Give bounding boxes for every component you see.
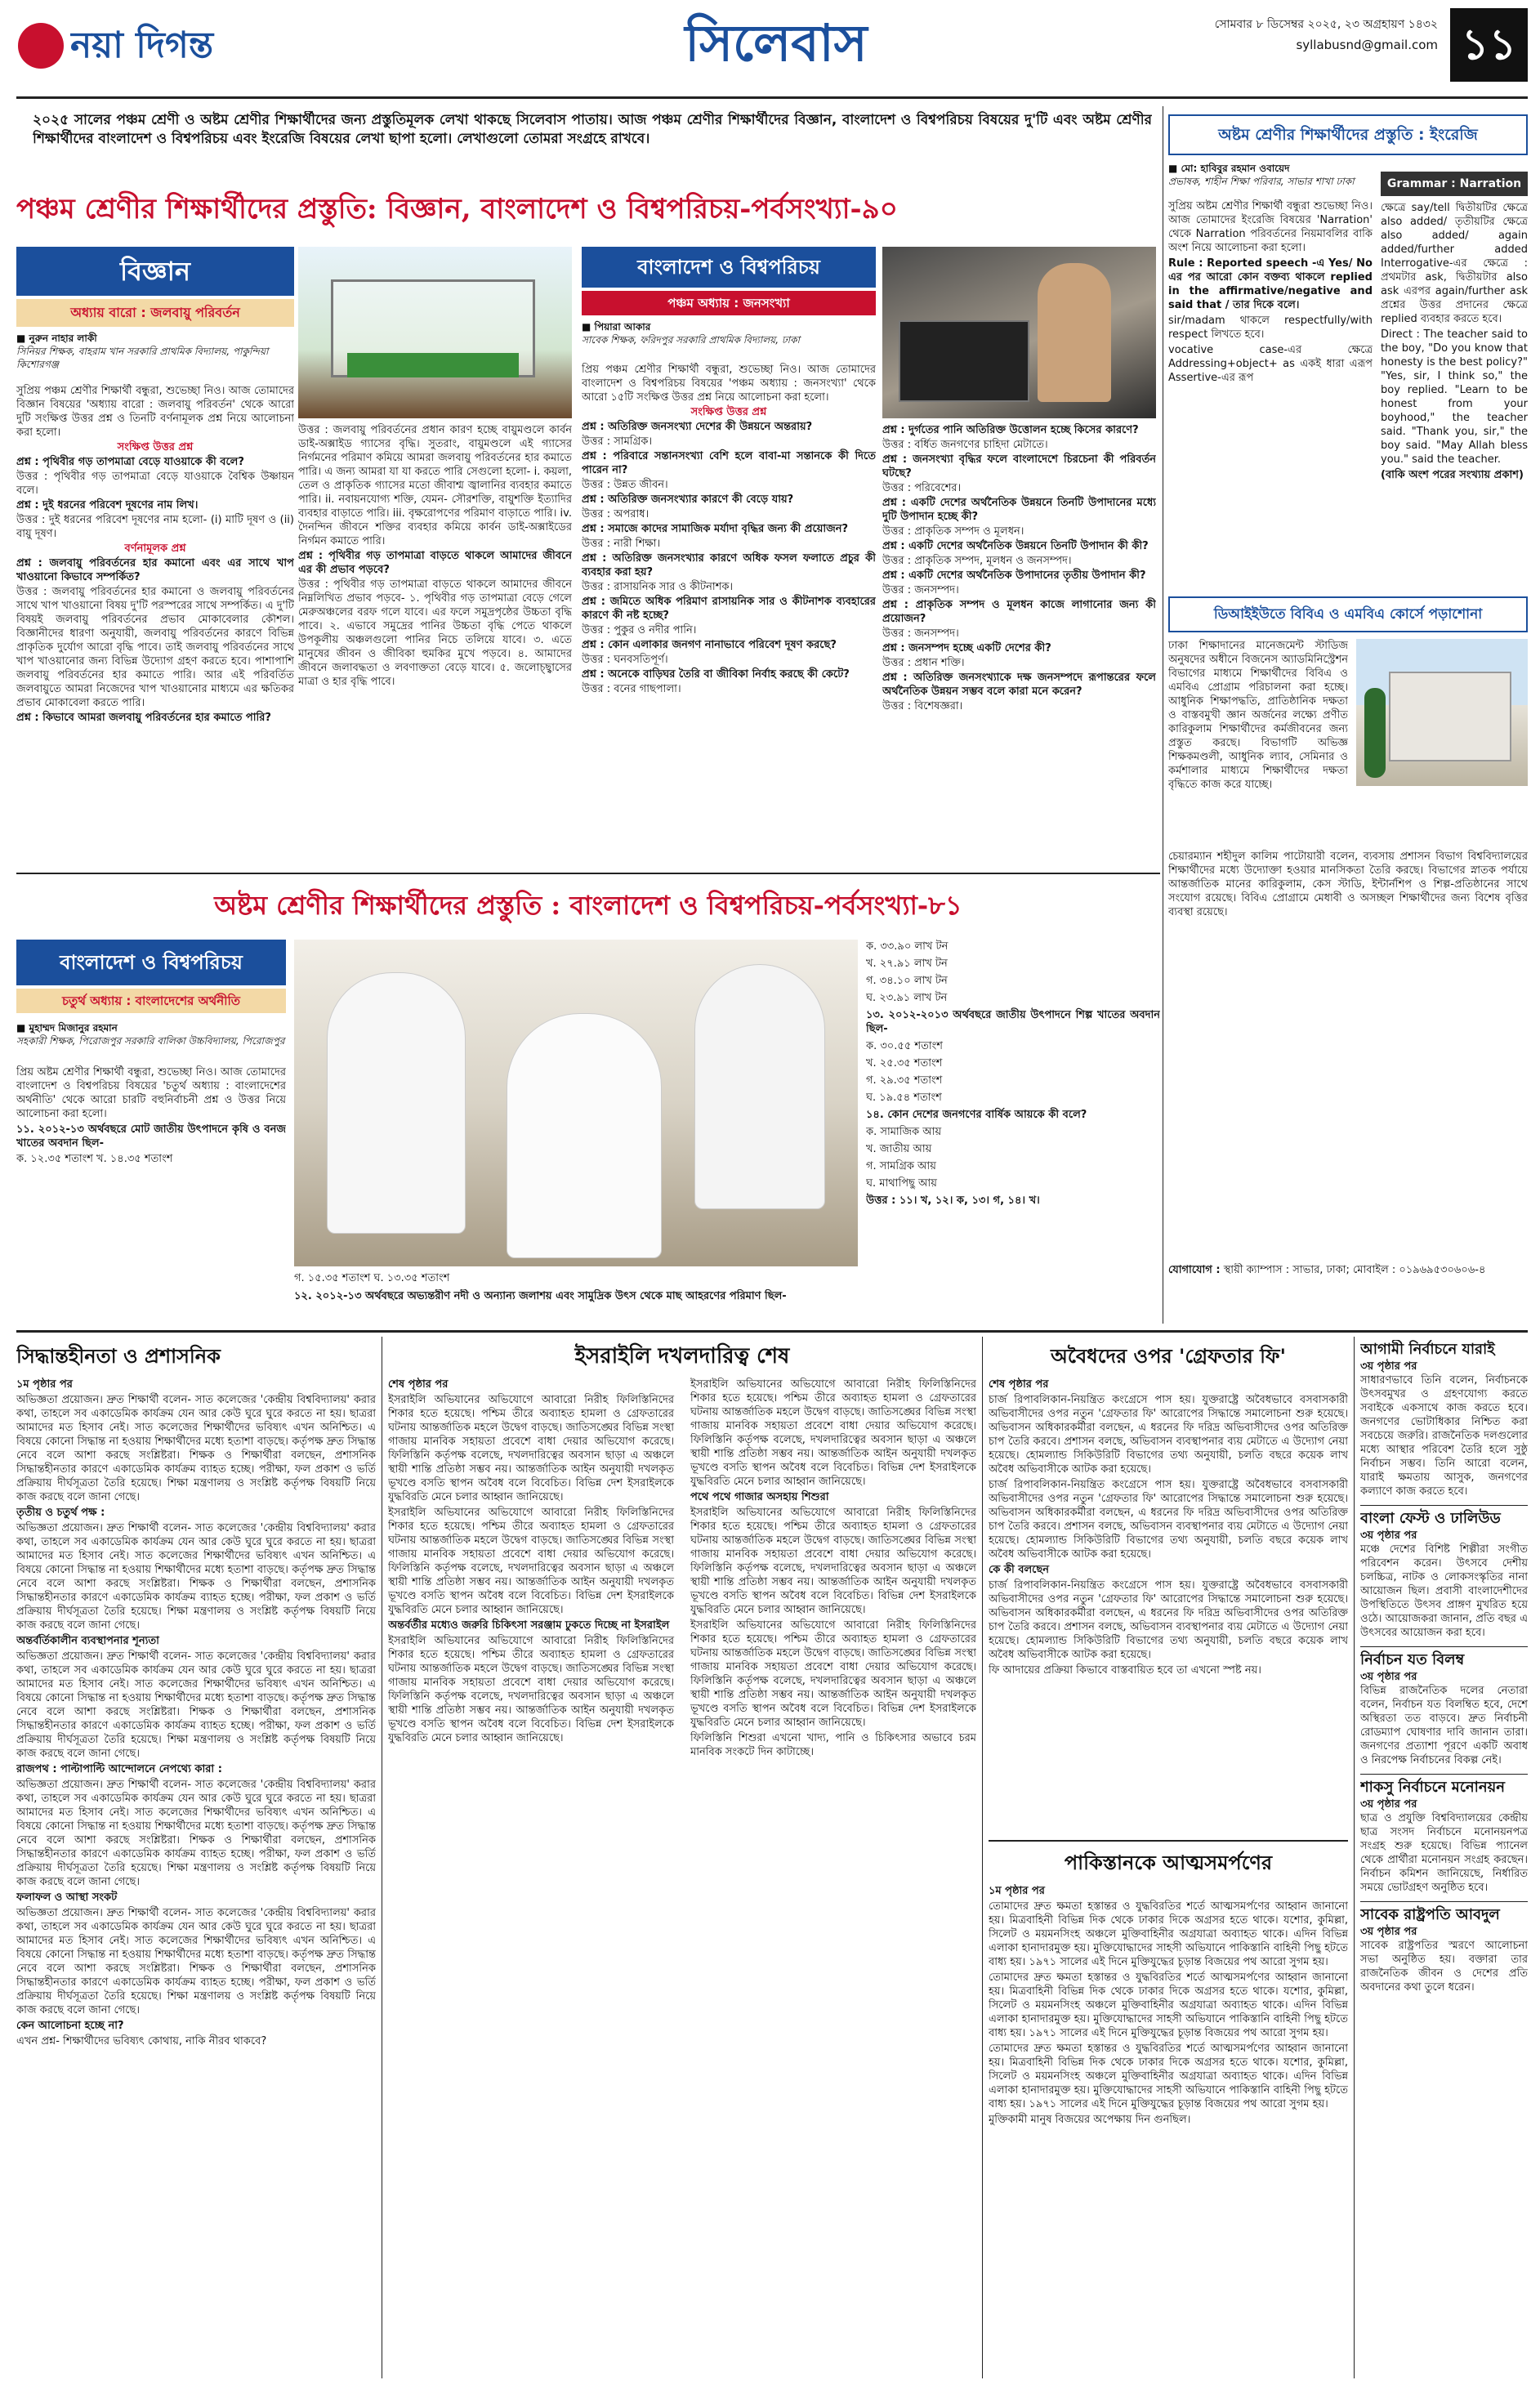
class8-column-right bbox=[866, 940, 1160, 1324]
news4-text-b: তোমাদের দ্রুত ক্ষমতা হস্তান্তর ও যুদ্ধবিরতির শর্তে আত্মসমর্পণের আহ্বান জানানো হয়। মিত্রবাহিনী বিভিন্ন দিক থেকে ঢাকার দিকে অগ্রসর হতে থাকে। যশোর, কুমিল্লা, সিলেট ও ময়মনসিংহ অঞ্চলে মুক্তিবাহিনীর অগ্রযাত্রা অব্যাহত থাকে। এদিন বিভিন্ন এলাকা হানাদারমুক্ত হয়। মুক্তিযোদ্ধাদের সাহসী অভিযানে পাকিস্তানি বাহিনী পিছু হটতে বাধ্য হয়। ১৯৭১ সালের এই দিনে মুক্তিযুদ্ধের চূড়ান্ত বিজয়ের পথ আরো সুগম হয়। bbox=[989, 1972, 1348, 2039]
english-headline: অষ্টম শ্রেণীর শিক্ষার্থীদের প্রস্তুতি : ইংরেজি bbox=[1218, 126, 1478, 144]
news4-title: পাকিস্তানকে আত্মসমর্পণের bbox=[1064, 1851, 1273, 1874]
news2-title: ইসরাইলি দখলদারিত্ব শেষ bbox=[574, 1344, 790, 1369]
science-a5: উত্তর : পৃথিবীর গড় তাপমাত্রা বাড়তে থাকলে আমাদের জীবনে নিম্নলিখিত প্রভাব পড়বে- ১. পৃথিবীর গড় তাপমাত্রা বেড়ে গেলে মেরুঅঞ্চলের বরফ গলে যাবে। এর ফলে সমুদ্রপৃষ্ঠের উচ্চতা বৃদ্ধি পাবে। ২. এভাবে সমুদ্রের পানির উচ্চতা বৃদ্ধি পেতে থাকলে উপকূলীয় অঞ্চলগুলো পানির নিচে তলিয়ে যাবে। ৩. এতে মানুষের জীবন ও জীবিকা হুমকির মুখে পড়বে। ৪. আমাদের জীবনে জলাবদ্ধতা ও লবণাক্ততা বেড়ে যাবে। ৫. জলোচ্ছ্বাসের মাত্রা ও হার বৃদ্ধি পাবে। bbox=[298, 578, 572, 688]
bgs5-qa-right-list bbox=[882, 423, 1156, 713]
diu-text-bottom: চেয়ারম্যান শহীদুল কালিম পাটোয়ারী বলেন, ব্যবসায় প্রশাসন বিভাগ বিশ্ববিদ্যালয়ের শিক্ষার্থীদের মধ্যে উদ্যোক্তা হওয়ার মানসিকতা তৈরি করছে। বিভাগের স্নাতক পর্যায়ে আন্তর্জাতিক মানের কারিকুলাম, কেস স্টাডি, ইন্টার্নশিপ ও শিল্প-প্রতিষ্ঠানের সাথে সংযোগ রয়েছে। বিবিএ প্রোগ্রামে মেধাবী ও অসচ্ছল শিক্ষার্থীদের জন্য বিশেষ বৃত্তির ব্যবস্থা রয়েছে। bbox=[1168, 851, 1528, 918]
bgs5-left-answer: উত্তর : রাসায়নিক সার ও কীটনাশক। bbox=[582, 581, 734, 593]
class8-q11-options: ক. ১২.৩৫ শতাংশ খ. ১৪.৩৫ শতাংশ bbox=[16, 1153, 173, 1165]
date-line: সোমবার ৮ ডিসেম্বর ২০২৫, ২৩ অগ্রহায়ণ ১৪৩২ bbox=[1214, 18, 1438, 31]
class8-q12: ১২. ২০১২-১৩ অর্থবছরে অভ্যন্তরীণ নদী ও অন্যান্য জলাশয় এবং সামুদ্রিক উৎস থেকে মাছ আহরণের পরিমাণ ছিল- bbox=[294, 1290, 787, 1302]
class8-q11: ১১. ২০১২-১৩ অর্থবছরে মোট জাতীয় উৎপাদনে কৃষি ও বনজ খাতের অবদান ছিল- bbox=[16, 1123, 286, 1150]
news5-text: সাধারণভাবে তিনি বলেন, নির্বাচনকে উৎসবমুখর ও গ্রহণযোগ্য করতে সবাইকে একসাথে কাজ করতে হবে। জনগণের ভোটাধিকার নিশ্চিত করা সবচেয়ে জরুরি। রাজনৈতিক দলগুলোর মধ্যে আস্থার পরিবেশ তৈরি হলে সুষ্ঠু নির্বাচন সম্ভব। তিনি আরো বলেন, যারাই ক্ষমতায় আসুক, জনগণের কল্যাণে কাজ করতে হবে। bbox=[1360, 1374, 1528, 1498]
class8-option-line: গ. ৩৪.১০ লাখ টন bbox=[866, 975, 948, 987]
diu-contact-text: স্থায়ী ক্যাম্পাস : সাভার, ঢাকা; মোবাইল : ০১৯৬৯৫৩০৬০৬-৪ bbox=[1223, 1264, 1486, 1276]
class8-subject-banner bbox=[16, 940, 286, 985]
intro-paragraph: ২০২৫ সালের পঞ্চম শ্রেণী ও অষ্টম শ্রেণীর শিক্ষার্থীদের জন্য প্রস্তুতিমূলক লেখা থাকছে সিলেবাস পাতায়। আজ পঞ্চম শ্রেণীর শিক্ষার্থীদের বিজ্ঞান, বাংলাদেশ ও বিশ্বপরিচয় বিষয়ের দু'টি এবং অষ্টম শ্রেণীর শিক্ষার্থীদের বাংলাদেশ ও বিশ্বপরিচয় এবং ইংরেজি বিষয়ের লেখা ছাপা হলো। লেখাগুলো তোমরা সংগ্রহে রাখবে। bbox=[33, 112, 1152, 147]
class8-option-line: ১৪. কোন দেশের জনগণের বার্ষিক আয়কে কী বলে? bbox=[866, 1109, 1087, 1121]
news1-from: ১ম পৃষ্ঠার পর bbox=[16, 1378, 73, 1391]
news4-body bbox=[989, 1884, 1348, 2378]
science-long-head: বর্ণনামূলক প্রশ্ন bbox=[124, 543, 186, 555]
news3-sub1: কে কী বলছেন bbox=[989, 1564, 1050, 1576]
english-sir-line: sir/madam থাকলে respectfully/with respect লিখতে হবে। bbox=[1168, 315, 1373, 341]
bgs5-column-right bbox=[882, 423, 1156, 866]
english-direct: Direct : The teacher said to the boy, "Do you know that honesty is the best policy?" "Yes, sir, I think so," the boy replied. "Learn to be honest from your boyhood," the teacher said. "Thank you, sir," the boy said. "May Allah bless you." said the teacher. bbox=[1381, 328, 1528, 466]
diu-headline: ডিআইইউতে বিবিএ ও এমবিএ কোর্সে পড়াশোনা bbox=[1213, 606, 1483, 623]
english-column-left bbox=[1168, 199, 1373, 590]
class8-q11-options-2: গ. ১৫.৩৫ শতাংশ ঘ. ১৩.৩৫ শতাংশ bbox=[294, 1272, 450, 1284]
email-link[interactable]: syllabusnd@gmail.com bbox=[1296, 38, 1438, 52]
class8-option-line: ক. ৩০.৫৫ শতাংশ bbox=[866, 1040, 943, 1052]
english-author-name: ■ মো: হাবিবুর রহমান ওবায়েদ bbox=[1168, 163, 1290, 174]
bgs5-left-question: প্রশ্ন : অতিরিক্ত জনসংখ্যার কারণে অধিক ফসল ফলাতে প্রচুর কী ব্যবহার করা হয়? bbox=[582, 552, 876, 578]
news2-end: ফিলিস্তিনি শিশুরা এখনো খাদ্য, পানি ও চিকিৎসার অভাবে চরম মানবিক সংকটে দিন কাটাচ্ছে। bbox=[690, 1732, 976, 1758]
news5-title: আগামী নির্বাচনে যারাই bbox=[1360, 1341, 1495, 1358]
english-column-right bbox=[1381, 201, 1528, 590]
news7-from: ৩য় পৃষ্ঠার পর bbox=[1360, 1671, 1417, 1683]
news8-from: ৩য় পৃষ্ঠার পর bbox=[1360, 1798, 1417, 1811]
short-news-column bbox=[1360, 1340, 1528, 2378]
news3-title: অবৈধদের ওপর 'গ্রেফতার ফি' bbox=[1051, 1345, 1286, 1368]
news3-body bbox=[989, 1378, 1348, 1835]
news4-text: তোমাদের দ্রুত ক্ষমতা হস্তান্তর ও যুদ্ধবিরতির শর্তে আত্মসমর্পণের আহ্বান জানানো হয়। মিত্রবাহিনী বিভিন্ন দিক থেকে ঢাকার দিকে অগ্রসর হতে থাকে। যশোর, কুমিল্লা, সিলেট ও ময়মনসিংহ অঞ্চলে মুক্তিবাহিনীর অগ্রযাত্রা অব্যাহত থাকে। এদিন বিভিন্ন এলাকা হানাদারমুক্ত হয়। মুক্তিযোদ্ধাদের সাহসী অভিযানে পাকিস্তানি বাহিনী পিছু হটতে বাধ্য হয়। ১৯৭১ সালের এই দিনে মুক্তিযুদ্ধের চূড়ান্ত বিজয়ের পথ আরো সুগম হয়। bbox=[989, 1900, 1348, 1968]
masthead bbox=[0, 0, 1540, 98]
machine-icon bbox=[899, 320, 1029, 402]
bgs5-author-name: ■ পিয়ারা আকার bbox=[582, 321, 651, 333]
news3-from: শেষ পৃষ্ঠার পর bbox=[989, 1378, 1049, 1391]
class8-column-left bbox=[16, 1065, 286, 1311]
english-vocative: vocative case-এর ক্ষেত্রে Addressing+object+ as একই ধারা এরূপ Assertive-এর রূপ bbox=[1168, 344, 1373, 384]
bgs5-right-answer: উত্তর : জনসম্পদ। bbox=[882, 627, 959, 640]
class8-option-line: গ. সামগ্রিক আয় bbox=[866, 1160, 936, 1172]
bgs5-right-question: প্রশ্ন : অতিরিক্ত জনসংখ্যাকে দক্ষ জনসম্পদে রূপান্তরের ফলে অর্থনৈতিক উন্নয়ন সম্ভব বলে কারা মনে করেন? bbox=[882, 672, 1156, 698]
diu-text-top: ঢাকা শিক্ষাদানের মানেজমেন্ট স্টাডিজ অনুষদের অধীনে বিজনেস অ্যাডমিনিস্ট্রেশন বিভাগের মাধ্যমে শিক্ষার্থীদের বিবিএ ও এমবিএ প্রোগ্রাম পরিচালনা করা হচ্ছে। আধুনিক শিক্ষাপদ্ধতি, প্রাতিষ্ঠানিক দক্ষতা ও বাস্তবমুখী জ্ঞান অর্জনের লক্ষ্যে প্রণীত কারিকুলাম শিক্ষার্থীদের কর্মজীবনের জন্য প্রস্তুত করছে। বিভাগটি অভিজ্ঞ শিক্ষকমণ্ডলী, আধুনিক ল্যাব, সেমিনার ও কর্মশালার মাধ্যমে শিক্ষার্থীদের দক্ষতা বৃদ্ধিতে কাজ করে যাচ্ছে। bbox=[1168, 640, 1348, 791]
class8-chapter: চতুর্থ অধ্যায় : বাংলাদেশের অর্থনীতি bbox=[16, 989, 286, 1013]
science-column-right bbox=[298, 423, 572, 866]
bgs5-qa-left-list bbox=[582, 420, 876, 696]
english-right-text: ক্ষেত্রে say/tell দ্বিতীয়টির ক্ষেত্রে also added/ তৃতীয়টির ক্ষেত্রে also added/ again added/further added Interrogative-এর ক্ষেত্রে : প্রথমটার ask, দ্বিতীয়টার also ask এরপর again/further ask প্রশ্নের উত্তর প্রদানের ক্ষেত্রে replied ব্যবহার করতে হবে। bbox=[1381, 202, 1528, 325]
news2-text-b: ইসরাইলি অভিযানের অভিযোগে আবারো নিরীহ ফিলিস্তিনিদের শিকার হতে হয়েছে। পশ্চিম তীরে অব্যাহত হামলা ও গ্রেফতারের ঘটনায় আন্তর্জাতিক মহলে উদ্বেগ বাড়ছে। জাতিসঙ্ঘের বিভিন্ন সংস্থা গাজায় মানবিক সহায়তা প্রবেশে বাধা দেয়ার অভিযোগ করেছে। ফিলিস্তিনি কর্তৃপক্ষ বলেছে, দখলদারিত্বের অবসান ছাড়া এ অঞ্চলে স্থায়ী শান্তি প্রতিষ্ঠা সম্ভব নয়। আন্তর্জাতিক আইন অনুযায়ী দখলকৃত ভূখণ্ডে বসতি স্থাপন অবৈধ বলে বিবেচিত। বিভিন্ন দেশ ইসরাইলকে যুদ্ধবিরতি মেনে চলার আহ্বান জানিয়েছে। bbox=[388, 1507, 674, 1616]
bgs5-left-answer: উত্তর : উন্নত জীবন। bbox=[582, 479, 668, 491]
masthead-rule bbox=[16, 96, 1528, 99]
bgs5-right-question: প্রশ্ন : একটি দেশের অর্থনৈতিক উন্নয়নে তিনটি উপাদান কী কী? bbox=[882, 540, 1149, 552]
news2-sub2: পথে পথে গাজার অসহায় শিশুরা bbox=[690, 1491, 829, 1503]
section-title: সিলেবাস bbox=[685, 13, 868, 73]
english-author bbox=[1168, 162, 1373, 194]
class8-option-line: ঘ. ২৩.৯১ লাখ টন bbox=[866, 992, 948, 1004]
page-number-badge bbox=[1450, 8, 1528, 82]
news9-title: সাবেক রাষ্ট্রপতি আবদুল bbox=[1360, 1901, 1528, 1925]
page-number: ১১ bbox=[1461, 20, 1517, 69]
diu-headline-box bbox=[1168, 596, 1528, 632]
science-q2: প্রশ্ন : দুই ধরনের পরিবেশ দূষণের নাম লিখ। bbox=[16, 499, 199, 511]
news1-sub4: ফলাফল ও আস্থা সংকট bbox=[16, 1891, 118, 1904]
science-intro: সুপ্রিয় পঞ্চম শ্রেণীর শিক্ষার্থী বন্ধুরা, শুভেচ্ছা নিও। আজ তোমাদের বিজ্ঞান বিষয়ের 'অধ্যায় বারো : জলবায়ু পরিবর্তন' থেকে আরো দুটি সংক্ষিপ্ত উত্তর প্রশ্ন ও তিনটি বর্ণনামূলক প্রশ্ন নিয়ে আলোচনা করা হলো। bbox=[16, 385, 294, 439]
science-author bbox=[16, 332, 294, 381]
bgs5-left-answer: উত্তর : বনের গাছপালা। bbox=[582, 683, 681, 695]
bgs5-photo bbox=[882, 247, 1156, 418]
news4-rule bbox=[989, 1840, 1348, 1842]
science-q3: প্রশ্ন : জলবায়ু পরিবর্তনের হার কমানো এবং এর সাথে খাপ খাওয়ানো কিভাবে সম্পর্কিত? bbox=[16, 557, 294, 583]
bgs5-short-head: সংক্ষিপ্ত উত্তর প্রশ্ন bbox=[690, 406, 767, 418]
news7-text: বিভিন্ন রাজনৈতিক দলের নেতারা বলেন, নির্বাচন যত বিলম্বিত হবে, দেশে অস্থিরতা তত বাড়বে। দ্রুত নির্বাচনী রোডম্যাপ ঘোষণার দাবি জানান তারা। জনগণের প্রত্যাশা পূরণে একটি অবাধ ও নিরপেক্ষ নির্বাচনের বিকল্প নেই। bbox=[1360, 1685, 1528, 1766]
bgs5-column-left bbox=[582, 363, 876, 866]
bgs5-left-question: প্রশ্ন : অতিরিক্ত জনসংখ্যা দেশের কী উন্নয়নে অন্তরায়? bbox=[582, 421, 813, 433]
bgs5-right-question: প্রশ্ন : একটি দেশের অর্থনৈতিক উন্নয়নে তিনটি উপাদানের মধ্যে দুটি উপাদান হচ্ছে কী? bbox=[882, 497, 1156, 523]
student-figure-2-icon bbox=[507, 1013, 662, 1258]
science-q5: প্রশ্ন : পৃথিবীর গড় তাপমাত্রা বাড়তে থাকলে আমাদের জীবনে এর কী প্রভাব পড়বে? bbox=[298, 550, 572, 576]
news5-from: ৩য় পৃষ্ঠার পর bbox=[1360, 1360, 1417, 1373]
english-author-role: প্রভাষক, শাহীন শিক্ষা পরিবার, সাভার শাখা ঢাকা bbox=[1168, 176, 1355, 187]
news4-text-c: তোমাদের দ্রুত ক্ষমতা হস্তান্তর ও যুদ্ধবিরতির শর্তে আত্মসমর্পণের আহ্বান জানানো হয়। মিত্রবাহিনী বিভিন্ন দিক থেকে ঢাকার দিকে অগ্রসর হতে থাকে। যশোর, কুমিল্লা, সিলেট ও ময়মনসিংহ অঞ্চলে মুক্তিবাহিনীর অগ্রযাত্রা অব্যাহত থাকে। এদিন বিভিন্ন এলাকা হানাদারমুক্ত হয়। মুক্তিযোদ্ধাদের সাহসী অভিযানে পাকিস্তানি বাহিনী পিছু হটতে বাধ্য হয়। ১৯৭১ সালের এই দিনে মুক্তিযুদ্ধের চূড়ান্ত বিজয়ের পথ আরো সুগম হয়। bbox=[989, 2043, 1348, 2110]
news9-text: সাবেক রাষ্ট্রপতির স্মরণে আলোচনা সভা অনুষ্ঠিত হয়। বক্তারা তার রাজনৈতিক জীবন ও দেশের প্রতি অবদানের কথা তুলে ধরেন। bbox=[1360, 1940, 1528, 1994]
news6-from: ৩য় পৃষ্ঠার পর bbox=[1360, 1529, 1417, 1542]
class8-subject-title: বাংলাদেশ ও বিশ্বপরিচয় bbox=[60, 951, 243, 974]
news1-sub1: তৃতীয় ও চতুর্থ পক্ষ : bbox=[16, 1507, 105, 1519]
palm-tree-icon bbox=[1364, 688, 1386, 778]
science-q1: প্রশ্ন : পৃথিবীর গড় তাপমাত্রা বেড়ে যাওয়াকে কী বলে? bbox=[16, 456, 244, 468]
news1-text: অভিজ্ঞতা প্রয়োজন। দ্রুত শিক্ষার্থী বলেন- সাত কলেজের 'কেন্দ্রীয় বিশ্ববিদ্যালয়' করার কথা, তাহলে সব একাডেমিক কার্যক্রম যেন আর কেউ ঘুরে ঘুরে করতে না হয়। ছাত্ররা আমাদের মত হিসাব নেই। সাত কলেজের শিক্ষার্থীদের ভবিষ্যৎ এখন অনিশ্চিত। এ বিষয়ে কোনো সিদ্ধান্ত না হওয়ায় শিক্ষার্থীদের মধ্যে হতাশা বাড়ছে। কর্তৃপক্ষ দ্রুত সিদ্ধান্ত নেবে বলে আশা করছে সংশ্লিষ্টরা। শিক্ষক ও শিক্ষার্থীরা বলছেন, প্রশাসনিক সিদ্ধান্তহীনতার কারণে একাডেমিক কার্যক্রম ব্যাহত হচ্ছে। পরীক্ষা, ফল প্রকাশ ও ভর্তি প্রক্রিয়ায় দীর্ঘসূত্রতা তৈরি হয়েছে। শিক্ষা মন্ত্রণালয় ও সংশ্লিষ্ট কর্তৃপক্ষ বিষয়টি নিয়ে কাজ করছে বলে জানা গেছে। bbox=[16, 1394, 376, 1503]
diu-campus-photo bbox=[1356, 639, 1528, 786]
news3-text-c: চার্জ রিপাবলিকান-নিয়ন্ত্রিত কংগ্রেসে পাস হয়। যুক্তরাষ্ট্রে অবৈধভাবে বসবাসকারী অভিবাসীদের ওপর নতুন 'গ্রেফতার ফি' আরোপের সিদ্ধান্তে সমালোচনা শুরু হয়েছে। অভিবাসন অধিকারকর্মীরা বলছেন, এ ধরনের ফি দরিদ্র অভিবাসীদের ওপর অতিরিক্ত চাপ তৈরি করবে। প্রশাসন বলছে, অভিবাসন ব্যবস্থাপনার ব্যয় মেটাতে এ উদ্যোগ নেয়া হয়েছে। হোমল্যান্ড সিকিউরিটি বিভাগের তথ্য অনুযায়ী, চলতি বছরে কয়েক লাখ অবৈধ অভিবাসীকে আটক করা হয়েছে। bbox=[989, 1579, 1348, 1661]
bgs5-right-question: প্রশ্ন : দুর্গতের পানি অতিরিক্ত উত্তোলন হচ্ছে কিসের কারণে? bbox=[882, 424, 1139, 436]
news7-title: নির্বাচন যত বিলম্ব bbox=[1360, 1646, 1528, 1670]
news2-text-d: ইসরাইলি অভিযানের অভিযোগে আবারো নিরীহ ফিলিস্তিনিদের শিকার হতে হয়েছে। পশ্চিম তীরে অব্যাহত হামলা ও গ্রেফতারের ঘটনায় আন্তর্জাতিক মহলে উদ্বেগ বাড়ছে। জাতিসঙ্ঘের বিভিন্ন সংস্থা গাজায় মানবিক সহায়তা প্রবেশে বাধা দেয়ার অভিযোগ করেছে। ফিলিস্তিনি কর্তৃপক্ষ বলেছে, দখলদারিত্বের অবসান ছাড়া এ অঞ্চলে স্থায়ী শান্তি প্রতিষ্ঠা সম্ভব নয়। আন্তর্জাতিক আইন অনুযায়ী দখলকৃত ভূখণ্ডে বসতি স্থাপন অবৈধ বলে বিবেচিত। বিভিন্ন দেশ ইসরাইলকে যুদ্ধবিরতি মেনে চলার আহ্বান জানিয়েছে। bbox=[690, 1378, 976, 1488]
bgs5-left-question: প্রশ্ন : অনেকে বাড়িঘর তৈরি বা জীবিকা নির্বাহ করছে কী কেটে? bbox=[582, 668, 850, 681]
class8-option-line: গ. ২৯.৩৫ শতাংশ bbox=[866, 1074, 943, 1087]
news3-text-b: চার্জ রিপাবলিকান-নিয়ন্ত্রিত কংগ্রেসে পাস হয়। যুক্তরাষ্ট্রে অবৈধভাবে বসবাসকারী অভিবাসীদের ওপর নতুন 'গ্রেফতার ফি' আরোপের সিদ্ধান্তে সমালোচনা শুরু হয়েছে। অভিবাসন অধিকারকর্মীরা বলছেন, এ ধরনের ফি দরিদ্র অভিবাসীদের ওপর অতিরিক্ত চাপ তৈরি করবে। প্রশাসন বলছে, অভিবাসন ব্যবস্থাপনার ব্যয় মেটাতে এ উদ্যোগ নেয়া হয়েছে। হোমল্যান্ড সিকিউরিটি বিভাগের তথ্য অনুযায়ী, চলতি বছরে কয়েক লাখ অবৈধ অভিবাসীকে আটক করা হয়েছে। bbox=[989, 1479, 1348, 1561]
news3-end: ফি আদায়ের প্রক্রিয়া কিভাবে বাস্তবায়িত হবে তা এখনো স্পষ্ট নয়। bbox=[989, 1664, 1261, 1677]
bgs5-right-answer: উত্তর : প্রাকৃতিক সম্পদ, মূলধন ও জনসম্পদ। bbox=[882, 555, 1072, 567]
science-a4: উত্তর : জলবায়ু পরিবর্তনের প্রধান কারণ হচ্ছে বায়ুমণ্ডলে কার্বন ডাই-অক্সাইড গ্যাসের বৃদ্ধি। সুতরাং, বায়ুমণ্ডলে এই গ্যাসের নির্গমনের পরিমাণ কমিয়ে আমরা জলবায়ু পরিবর্তনের হার কমাতে পারি। এ জন্য আমরা যা যা করতে পারি সেগুলো হলো- i. কয়লা, তেল ও প্রাকৃতিক গ্যাসের মতো জীবাশ্ম জ্বালানির ব্যবহার কমাতে পারি। ii. নবায়নযোগ্য শক্তি, যেমন- সৌরশক্তি, বায়ুশক্তি ইত্যাদির ব্যবহার বাড়াতে পারি। iii. বৃক্ষরোপণের পরিমাণ বাড়াতে পারি। iv. দৈনন্দিন জীবনে শক্তির ব্যবহার কমিয়ে কার্বন ডাই-অক্সাইডের নির্গমন কমাতে পারি। bbox=[298, 424, 572, 547]
class8-top-rule bbox=[16, 873, 1160, 874]
bgs5-right-answer: উত্তর : জনসম্পদ। bbox=[882, 584, 959, 596]
english-rule: Rule : Reported speech -এ Yes/ No এর পর আরো কোন বক্তব্য থাকলে replied in the affirmative/negative and said that / তার দিকে বলে। bbox=[1168, 257, 1373, 311]
col-sep-2 bbox=[982, 1337, 983, 2378]
bgs5-author bbox=[582, 320, 876, 358]
bgs5-right-answer: উত্তর : প্রধান শক্তি। bbox=[882, 657, 965, 669]
bgs5-author-role: সাবেক শিক্ষক, ফরিদপুর সরকারি প্রাথমিক বিদ্যালয়, ঢাকা bbox=[582, 334, 800, 346]
class8-author bbox=[16, 1021, 286, 1062]
bgs5-left-question: প্রশ্ন : কোন এলাকার জনগণ নানাভাবে পরিবেশ দূষণ করছে? bbox=[582, 639, 837, 651]
news2-sub1: অন্তর্বর্তীর মধ্যেও জরুরি চিকিৎসা সরঞ্জাম ঢুকতে দিচ্ছে না ইসরাইল bbox=[388, 1619, 670, 1632]
science-column-left bbox=[16, 384, 294, 866]
class8-option-line: ক. ৩৩.৯০ লাখ টন bbox=[866, 940, 949, 953]
bgs5-chapter: পঞ্চম অধ্যায় : জনসংখ্যা bbox=[582, 291, 876, 315]
col-sep-3 bbox=[1354, 1337, 1355, 2378]
bgs5-right-answer: উত্তর : প্রাকৃতিক সম্পদ ও মূলধন। bbox=[882, 525, 1024, 538]
bgs5-right-question: প্রশ্ন : প্রাকৃতিক সম্পদ ও মূলধন কাজে লাগানোর জন্য কী প্রয়োজন? bbox=[882, 599, 1156, 625]
class8-option-line: খ. ২৭.৯১ লাখ টন bbox=[866, 958, 948, 970]
news2-text-c: ইসরাইলি অভিযানের অভিযোগে আবারো নিরীহ ফিলিস্তিনিদের শিকার হতে হয়েছে। পশ্চিম তীরে অব্যাহত হামলা ও গ্রেফতারের ঘটনায় আন্তর্জাতিক মহলে উদ্বেগ বাড়ছে। জাতিসঙ্ঘের বিভিন্ন সংস্থা গাজায় মানবিক সহায়তা প্রবেশে বাধা দেয়ার অভিযোগ করেছে। ফিলিস্তিনি কর্তৃপক্ষ বলেছে, দখলদারিত্বের অবসান ছাড়া এ অঞ্চলে স্থায়ী শান্তি প্রতিষ্ঠা সম্ভব নয়। আন্তর্জাতিক আইন অনুযায়ী দখলকৃত ভূখণ্ডে বসতি স্থাপন অবৈধ বলে বিবেচিত। বিভিন্ন দেশ ইসরাইলকে যুদ্ধবিরতি মেনে চলার আহ্বান জানিয়েছে। bbox=[388, 1635, 674, 1744]
news8-title: শাকসু নির্বাচনে মনোনয়ন bbox=[1360, 1774, 1528, 1797]
news1-text-d: অভিজ্ঞতা প্রয়োজন। দ্রুত শিক্ষার্থী বলেন- সাত কলেজের 'কেন্দ্রীয় বিশ্ববিদ্যালয়' করার কথা, তাহলে সব একাডেমিক কার্যক্রম যেন আর কেউ ঘুরে ঘুরে করতে না হয়। ছাত্ররা আমাদের মত হিসাব নেই। সাত কলেজের শিক্ষার্থীদের ভবিষ্যৎ এখন অনিশ্চিত। এ বিষয়ে কোনো সিদ্ধান্ত না হওয়ায় শিক্ষার্থীদের মধ্যে হতাশা বাড়ছে। কর্তৃপক্ষ দ্রুত সিদ্ধান্ত নেবে বলে আশা করছে সংশ্লিষ্টরা। শিক্ষক ও শিক্ষার্থীরা বলছেন, প্রশাসনিক সিদ্ধান্তহীনতার কারণে একাডেমিক কার্যক্রম ব্যাহত হচ্ছে। পরীক্ষা, ফল প্রকাশ ও ভর্তি প্রক্রিয়ায় দীর্ঘসূত্রতা তৈরি হয়েছে। শিক্ষা মন্ত্রণালয় ও সংশ্লিষ্ট কর্তৃপক্ষ বিষয়টি নিয়ে কাজ করছে বলে জানা গেছে। bbox=[16, 1779, 376, 1888]
grammar-box-label: Grammar : Narration bbox=[1386, 177, 1522, 190]
news6-title: বাংলা ফেস্ট ও ঢালিউড bbox=[1360, 1505, 1528, 1529]
bgs5-right-question: প্রশ্ন : একটি দেশের অর্থনৈতিক উপাদানের তৃতীয় উপাদান কী? bbox=[882, 569, 1146, 582]
news1-text-b: অভিজ্ঞতা প্রয়োজন। দ্রুত শিক্ষার্থী বলেন- সাত কলেজের 'কেন্দ্রীয় বিশ্ববিদ্যালয়' করার কথা, তাহলে সব একাডেমিক কার্যক্রম যেন আর কেউ ঘুরে ঘুরে করতে না হয়। ছাত্ররা আমাদের মত হিসাব নেই। সাত কলেজের শিক্ষার্থীদের ভবিষ্যৎ এখন অনিশ্চিত। এ বিষয়ে কোনো সিদ্ধান্ত না হওয়ায় শিক্ষার্থীদের মধ্যে হতাশা বাড়ছে। কর্তৃপক্ষ দ্রুত সিদ্ধান্ত নেবে বলে আশা করছে সংশ্লিষ্টরা। শিক্ষক ও শিক্ষার্থীরা বলছেন, প্রশাসনিক সিদ্ধান্তহীনতার কারণে একাডেমিক কার্যক্রম ব্যাহত হচ্ছে। পরীক্ষা, ফল প্রকাশ ও ভর্তি প্রক্রিয়ায় দীর্ঘসূত্রতা তৈরি হয়েছে। শিক্ষা মন্ত্রণালয় ও সংশ্লিষ্ট কর্তৃপক্ষ বিষয়টি নিয়ে কাজ করছে বলে জানা গেছে। bbox=[16, 1522, 376, 1632]
class8-author-role: সহকারী শিক্ষক, পিরোজপুর সরকারি বালিকা উচ্চবিদ্যালয়, পিরোজপুর bbox=[16, 1035, 285, 1047]
news1-title: সিদ্ধান্তহীনতা ও প্রশাসনিক bbox=[16, 1345, 221, 1368]
paper-name: নয়া দিগন্ত bbox=[70, 25, 214, 66]
news2-text-e: ইসরাইলি অভিযানের অভিযোগে আবারো নিরীহ ফিলিস্তিনিদের শিকার হতে হয়েছে। পশ্চিম তীরে অব্যাহত হামলা ও গ্রেফতারের ঘটনায় আন্তর্জাতিক মহলে উদ্বেগ বাড়ছে। জাতিসঙ্ঘের বিভিন্ন সংস্থা গাজায় মানবিক সহায়তা প্রবেশে বাধা দেয়ার অভিযোগ করেছে। ফিলিস্তিনি কর্তৃপক্ষ বলেছে, দখলদারিত্বের অবসান ছাড়া এ অঞ্চলে স্থায়ী শান্তি প্রতিষ্ঠা সম্ভব নয়। আন্তর্জাতিক আইন অনুযায়ী দখলকৃত ভূখণ্ডে বসতি স্থাপন অবৈধ বলে বিবেচিত। বিভিন্ন দেশ ইসরাইলকে যুদ্ধবিরতি মেনে চলার আহ্বান জানিয়েছে। bbox=[690, 1507, 976, 1616]
class8-author-name: ■ মুহাম্মদ মিজানুর রহমান bbox=[16, 1022, 118, 1034]
bgs5-left-question: প্রশ্ন : অতিরিক্ত জনসংখ্যার কারণে কী বেড়ে যায়? bbox=[582, 493, 794, 506]
class8-option-line: ক. সামাজিক আয় bbox=[866, 1126, 942, 1138]
class8-option-line: উত্তর : ১১। খ, ১২। ক, ১৩। গ, ১৪। খ। bbox=[866, 1195, 1040, 1207]
student-figure-1-icon bbox=[327, 972, 466, 1234]
bgs5-left-answer: উত্তর : পুকুর ও নদীর পানি। bbox=[582, 624, 697, 636]
class8-option-line: খ. ২৫.৩৫ শতাংশ bbox=[866, 1057, 943, 1069]
science-author-name: ■ নুরুন নাহার লাকী bbox=[16, 333, 97, 344]
student-figure-3-icon bbox=[694, 964, 825, 1209]
science-a2: উত্তর : দুই ধরনের পরিবেশ দূষণের নাম হলো- (i) মাটি দূষণ ও (ii) বায়ু দূষণ। bbox=[16, 514, 294, 540]
diu-contact bbox=[1168, 1263, 1528, 1296]
news8-text: ছাত্র ও প্রযুক্তি বিশ্ববিদ্যালয়ের কেন্দ্রীয় ছাত্র সংসদ নির্বাচনে মনোনয়নপত্র সংগ্রহ শুরু হয়েছে। বিভিন্ন প্যানেল থেকে প্রার্থীরা মনোনয়ন সংগ্রহ করছেন। নির্বাচন কমিশন জানিয়েছে, নির্ধারিত সময়ে ভোটগ্রহণ অনুষ্ঠিত হবে। bbox=[1360, 1812, 1528, 1894]
bgs5-left-answer: উত্তর : সামগ্রিক। bbox=[582, 435, 652, 448]
bgs5-right-question: প্রশ্ন : জনসম্পদ হচ্ছে একটি দেশের কী? bbox=[882, 642, 1051, 654]
logo-mark-icon bbox=[18, 23, 64, 69]
class8-options-list bbox=[866, 940, 1160, 1208]
english-headline-box bbox=[1168, 114, 1528, 155]
class8-option-line: ১৩. ২০১২-২০১৩ অর্থবছরে জাতীয় উৎপাদনে শিল্প খাতের অবদান ছিল- bbox=[866, 1009, 1160, 1035]
science-q4: প্রশ্ন : কিভাবে আমরা জলবায়ু পরিবর্তনের হার কমাতে পারি? bbox=[16, 712, 271, 724]
bgs5-right-answer: উত্তর : বর্ধিত জনগণের চাহিদা মেটাতে। bbox=[882, 439, 1048, 451]
science-a1: উত্তর : পৃথিবীর গড় তাপমাত্রা বেড়ে যাওয়াকে বৈশ্বিক উষ্ণায়ন বলে। bbox=[16, 471, 294, 497]
bgs5-left-question: প্রশ্ন : জমিতে অধিক পরিমাণ রাসায়নিক সার ও কীটনাশক ব্যবহারের কারণে কী নষ্ট হচ্ছে? bbox=[582, 596, 876, 622]
class8-students-photo bbox=[294, 940, 858, 1266]
news2-body bbox=[388, 1378, 976, 2378]
plants-icon bbox=[347, 353, 519, 377]
news2-text-f: ইসরাইলি অভিযানের অভিযোগে আবারো নিরীহ ফিলিস্তিনিদের শিকার হতে হয়েছে। পশ্চিম তীরে অব্যাহত হামলা ও গ্রেফতারের ঘটনায় আন্তর্জাতিক মহলে উদ্বেগ বাড়ছে। জাতিসঙ্ঘের বিভিন্ন সংস্থা গাজায় মানবিক সহায়তা প্রবেশে বাধা দেয়ার অভিযোগ করেছে। ফিলিস্তিনি কর্তৃপক্ষ বলেছে, দখলদারিত্বের অবসান ছাড়া এ অঞ্চলে স্থায়ী শান্তি প্রতিষ্ঠা সম্ভব নয়। আন্তর্জাতিক আইন অনুযায়ী দখলকৃত ভূখণ্ডে বসতি স্থাপন অবৈধ বলে বিবেচিত। বিভিন্ন দেশ ইসরাইলকে যুদ্ধবিরতি মেনে চলার আহ্বান জানিয়েছে। bbox=[690, 1619, 976, 1729]
bgs5-left-question: প্রশ্ন : সমাজে কাদের সামাজিক মর্যাদা বৃদ্ধির জন্য কী প্রয়োজন? bbox=[582, 523, 849, 535]
science-subject-title: বিজ্ঞান bbox=[120, 256, 190, 287]
news-top-rule bbox=[16, 1330, 1528, 1333]
news1-sub5: কেন আলোচনা হচ্ছে না? bbox=[16, 2020, 124, 2032]
news9-from: ৩য় পৃষ্ঠার পর bbox=[1360, 1926, 1417, 1938]
english-continued: (বাকি অংশ পরের সংখ্যায় প্রকাশ) bbox=[1381, 469, 1524, 481]
english-intro: সুপ্রিয় অষ্টম শ্রেণীর শিক্ষার্থী বন্ধুরা শুভেচ্ছা নিও। আজ তোমাদের ইংরেজি বিষয়ের 'Narration' থেকে Narration পরিবর্তনের নিয়মাবলির বাকি অংশ নিয়ে আলোচনা করা হলো। bbox=[1168, 200, 1373, 254]
science-a3: উত্তর : জলবায়ু পরিবর্তনের হার কমানো ও জলবায়ু পরিবর্তনের সাথে খাপ খাওয়ানো বিষয় দু'টি পরস্পরের সাথে সম্পর্কিত। এ দু'টি বিষয়ই জলবায়ু পরিবর্তনের প্রভাব মোকাবেলার কৌশল। বিজ্ঞানীদের ধারণা অনুযায়ী, জলবায়ু পরিবর্তনের কারণে বিভিন্ন প্রাকৃতিক দুর্যোগ আরো বৃদ্ধি পাবে। তাই জলবায়ু পরিবর্তনের সাথে খাপ খাওয়ানোর জন্য বিভিন্ন উদ্যোগ গ্রহণ করতে হবে। পাশাপাশি জলবায়ু পরিবর্তনের হার কমাতে পারি। আর এই পরিবর্তিত জলবায়ুতে আমরা নিজেদের খাপ খাওয়ানোর মাধ্যমে এর ক্ষতিকর প্রভাব মোকাবেলা করতে পারি। bbox=[16, 586, 294, 709]
news1-body bbox=[16, 1378, 376, 2378]
class8-headline: অষ্টম শ্রেণীর শিক্ষার্থীদের প্রস্তুতি : বাংলাদেশ ও বিশ্বপরিচয়-পর্বসংখ্যা-৮১ bbox=[214, 890, 962, 921]
class8-option-line: খ. জাতীয় আয় bbox=[866, 1143, 932, 1155]
class8-option-line: ঘ. ১৯.৫৪ শতাংশ bbox=[866, 1092, 942, 1104]
news1-text-c: অভিজ্ঞতা প্রয়োজন। দ্রুত শিক্ষার্থী বলেন- সাত কলেজের 'কেন্দ্রীয় বিশ্ববিদ্যালয়' করার কথা, তাহলে সব একাডেমিক কার্যক্রম যেন আর কেউ ঘুরে ঘুরে করতে না হয়। ছাত্ররা আমাদের মত হিসাব নেই। সাত কলেজের শিক্ষার্থীদের ভবিষ্যৎ এখন অনিশ্চিত। এ বিষয়ে কোনো সিদ্ধান্ত না হওয়ায় শিক্ষার্থীদের মধ্যে হতাশা বাড়ছে। কর্তৃপক্ষ দ্রুত সিদ্ধান্ত নেবে বলে আশা করছে সংশ্লিষ্টরা। শিক্ষক ও শিক্ষার্থীরা বলছেন, প্রশাসনিক সিদ্ধান্তহীনতার কারণে একাডেমিক কার্যক্রম ব্যাহত হচ্ছে। পরীক্ষা, ফল প্রকাশ ও ভর্তি প্রক্রিয়ায় দীর্ঘসূত্রতা তৈরি হয়েছে। শিক্ষা মন্ত্রণালয় ও সংশ্লিষ্ট কর্তৃপক্ষ বিষয়টি নিয়ে কাজ করছে বলে জানা গেছে। bbox=[16, 1650, 376, 1760]
building-icon bbox=[1389, 672, 1511, 761]
worker-figure-icon bbox=[1038, 263, 1111, 402]
bgs5-left-answer: উত্তর : নারী শিক্ষা। bbox=[582, 538, 661, 550]
news1-end: এখন প্রশ্ন- শিক্ষার্থীদের ভবিষ্যৎ কোথায়, নাকি নীরব থাকবে? bbox=[16, 2035, 267, 2047]
grammar-box bbox=[1381, 172, 1528, 196]
science-chapter: অধ্যায় বারো : জলবায়ু পরিবর্তন bbox=[16, 299, 294, 327]
news6-text: মঞ্চে দেশের বিশিষ্ট শিল্পীরা সংগীত পরিবেশন করেন। উৎসবে দেশীয় চলচ্চিত্র, নাটক ও লোকসংস্কৃতির নানা আয়োজন ছিল। প্রবাসী বাংলাদেশীদের উপস্থিতিতে উৎসব প্রাঙ্গণ মুখরিত হয়ে ওঠে। আয়োজকরা জানান, প্রতি বছর এ উৎসবের আয়োজন করা হবে। bbox=[1360, 1543, 1528, 1639]
bgs5-subject-title: বাংলাদেশ ও বিশ্বপরিচয় bbox=[637, 256, 820, 279]
bgs5-intro: প্রিয় পঞ্চম শ্রেণীর শিক্ষার্থী বন্ধুরা, শুভেচ্ছা নিও। আজ তোমাদের বাংলাদেশ ও বিশ্বপরিচয় বিষয়ের 'পঞ্চম অধ্যায় : জনসংখ্যা' থেকে আরো ১৫টি সংক্ষিপ্ত উত্তর প্রশ্ন নিয়ে আলোচনা করা হলো। bbox=[582, 364, 876, 404]
news4-from: ১ম পৃষ্ঠার পর bbox=[989, 1885, 1045, 1897]
diu-contact-label: যোগাযোগ : bbox=[1168, 1264, 1221, 1276]
news1-sub3: রাজপথ : পাল্টাপাল্টি আন্দোলনে নেপথ্যে কারা : bbox=[16, 1763, 222, 1775]
class8-intro: প্রিয় অষ্টম শ্রেণীর শিক্ষার্থী বন্ধুরা, শুভেচ্ছা নিও। আজ তোমাদের বাংলাদেশ ও বিশ্বপরিচয় বিষয়ের 'চতুর্থ অধ্যায় : বাংলাদেশের অর্থনীতি' থেকে আরো চারটি বহুনির্বাচনী প্রশ্ন ও উত্তর নিয়ে আলোচনা করা হলো। bbox=[16, 1066, 286, 1120]
news4-end: মুক্তিকামী মানুষ বিজয়ের অপেক্ষায় দিন গুনছিল। bbox=[989, 2114, 1191, 2126]
science-subject-banner bbox=[16, 247, 294, 296]
news1-sub2: অন্তর্বর্তিকালীন ব্যবস্থাপনার শূন্যতা bbox=[16, 1635, 159, 1647]
science-illustration bbox=[298, 247, 572, 418]
bgs5-left-answer: উত্তর : ঘনবসতিপূর্ণ। bbox=[582, 654, 668, 666]
bgs5-right-answer: উত্তর : পরিবেশের। bbox=[882, 482, 962, 494]
news3-text: চার্জ রিপাবলিকান-নিয়ন্ত্রিত কংগ্রেসে পাস হয়। যুক্তরাষ্ট্রে অবৈধভাবে বসবাসকারী অভিবাসীদের ওপর নতুন 'গ্রেফতার ফি' আরোপের সিদ্ধান্তে সমালোচনা শুরু হয়েছে। অভিবাসন অধিকারকর্মীরা বলছেন, এ ধরনের ফি দরিদ্র অভিবাসীদের ওপর অতিরিক্ত চাপ তৈরি করবে। প্রশাসন বলছে, অভিবাসন ব্যবস্থাপনার ব্যয় মেটাতে এ উদ্যোগ নেয়া হয়েছে। হোমল্যান্ড সিকিউরিটি বিভাগের তথ্য অনুযায়ী, চলতি বছরে কয়েক লাখ অবৈধ অভিবাসীকে আটক করা হয়েছে। bbox=[989, 1394, 1348, 1476]
class8-option-line: ঘ. মাথাপিছু আয় bbox=[866, 1177, 937, 1190]
bgs5-right-question: প্রশ্ন : জনসংখ্যা বৃদ্ধির ফলে বাংলাদেশে চিরচেনা কী পরিবর্তন ঘটছে? bbox=[882, 453, 1156, 480]
bgs5-left-question: প্রশ্ন : পরিবারে সন্তানসংখ্যা বেশি হলে বাবা-মা সন্তানকে কী দিতে পারেন না? bbox=[582, 450, 876, 476]
bgs5-subject-banner bbox=[582, 247, 876, 288]
science-author-role: সিনিয়র শিক্ষক, বাহরাম খান সরকারি প্রাথমিক বিদ্যালয়, পাকুন্দিয়া কিশোরগঞ্জ bbox=[16, 346, 269, 370]
news1-text-e: অভিজ্ঞতা প্রয়োজন। দ্রুত শিক্ষার্থী বলেন- সাত কলেজের 'কেন্দ্রীয় বিশ্ববিদ্যালয়' করার কথা, তাহলে সব একাডেমিক কার্যক্রম যেন আর কেউ ঘুরে ঘুরে করতে না হয়। ছাত্ররা আমাদের মত হিসাব নেই। সাত কলেজের শিক্ষার্থীদের ভবিষ্যৎ এখন অনিশ্চিত। এ বিষয়ে কোনো সিদ্ধান্ত না হওয়ায় শিক্ষার্থীদের মধ্যে হতাশা বাড়ছে। কর্তৃপক্ষ দ্রুত সিদ্ধান্ত নেবে বলে আশা করছে সংশ্লিষ্টরা। শিক্ষক ও শিক্ষার্থীরা বলছেন, প্রশাসনিক সিদ্ধান্তহীনতার কারণে একাডেমিক কার্যক্রম ব্যাহত হচ্ছে। পরীক্ষা, ফল প্রকাশ ও ভর্তি প্রক্রিয়ায় দীর্ঘসূত্রতা তৈরি হয়েছে। শিক্ষা মন্ত্রণালয় ও সংশ্লিষ্ট কর্তৃপক্ষ বিষয়টি নিয়ে কাজ করছে বলে জানা গেছে। bbox=[16, 1907, 376, 2016]
paper-logo bbox=[18, 18, 312, 83]
news2-from: শেষ পৃষ্ঠার পর bbox=[388, 1378, 449, 1391]
news2-text: ইসরাইলি অভিযানের অভিযোগে আবারো নিরীহ ফিলিস্তিনিদের শিকার হতে হয়েছে। পশ্চিম তীরে অব্যাহত হামলা ও গ্রেফতারের ঘটনায় আন্তর্জাতিক মহলে উদ্বেগ বাড়ছে। জাতিসঙ্ঘের বিভিন্ন সংস্থা গাজায় মানবিক সহায়তা প্রবেশে বাধা দেয়ার অভিযোগ করেছে। ফিলিস্তিনি কর্তৃপক্ষ বলেছে, দখলদারিত্বের অবসান ছাড়া এ অঞ্চলে স্থায়ী শান্তি প্রতিষ্ঠা সম্ভব নয়। আন্তর্জাতিক আইন অনুযায়ী দখলকৃত ভূখণ্ডে বসতি স্থাপন অবৈধ বলে বিবেচিত। বিভিন্ন দেশ ইসরাইলকে যুদ্ধবিরতি মেনে চলার আহ্বান জানিয়েছে। bbox=[388, 1394, 674, 1503]
bgs5-right-answer: উত্তর : বিশেষজ্ঞরা। bbox=[882, 700, 963, 712]
science-short-head: সংক্ষিপ্ত উত্তর প্রশ্ন bbox=[117, 441, 194, 453]
bgs5-left-answer: উত্তর : অপরাধ। bbox=[582, 508, 649, 520]
class5-headline: পঞ্চম শ্রেণীর শিক্ষার্থীদের প্রস্তুতি: বিজ্ঞান, বাংলাদেশ ও বিশ্বপরিচয়-পর্বসংখ্যা-৯০ bbox=[16, 193, 898, 226]
